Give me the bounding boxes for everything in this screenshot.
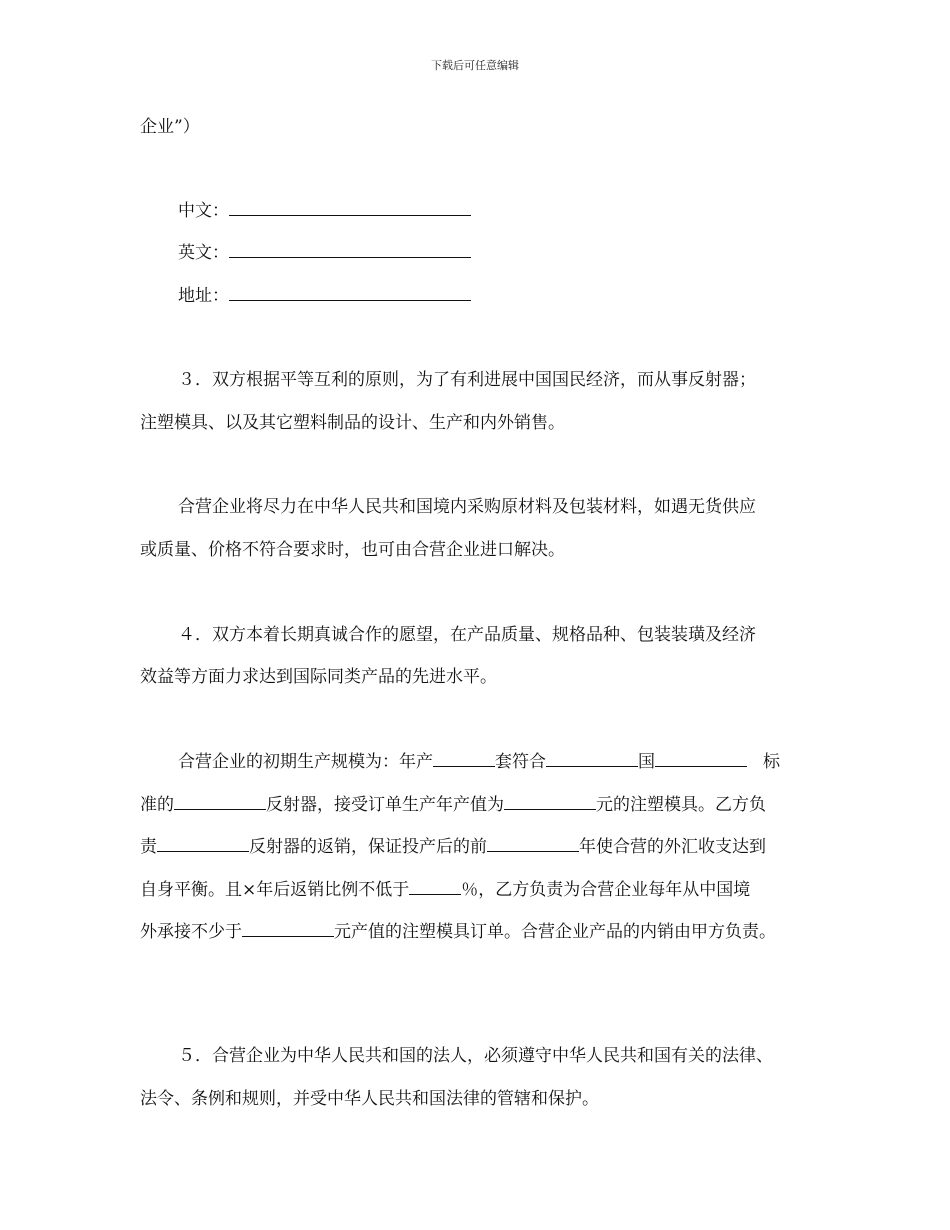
procurement-line-1: 合营企业将尽力在中华人民共和国境内采购原材料及包装材料，如遇无货供应 xyxy=(178,497,756,517)
continuation-text: 企业”） xyxy=(140,117,200,137)
country-blank[interactable] xyxy=(546,750,638,767)
scale-line-3 xyxy=(140,835,766,858)
mold-order-value-blank[interactable] xyxy=(242,920,334,937)
english-name-label: 英文： xyxy=(178,243,229,263)
scale-text: 反射器，接受订单生产年产值为 xyxy=(266,795,504,815)
reflector-standard-blank[interactable] xyxy=(174,793,266,810)
section-3-line-1: ３．双方根据平等互利的原则，为了有利进展中国国民经济，而从事反射器； xyxy=(178,370,756,390)
scale-text: 套符合 xyxy=(495,752,546,772)
address-field xyxy=(178,284,471,307)
scale-text: 准的 xyxy=(140,795,174,815)
scale-text: 责 xyxy=(140,837,157,857)
scale-text: 元的注塑模具。乙方负 xyxy=(596,795,766,815)
procurement-line-2: 或质量、价格不符合要求时，也可由合营企业进口解决。 xyxy=(140,540,565,560)
chinese-name-blank[interactable] xyxy=(229,199,471,216)
scale-text: 元产值的注塑模具订单。合营企业产品的内销由甲方负责。 xyxy=(334,922,776,942)
scale-text: 自身平衡。且×年后返销比例不低于 xyxy=(140,880,410,900)
order-value-blank[interactable] xyxy=(504,793,596,810)
section-4-line-1: ４．双方本着长期真诚合作的愿望，在产品质量、规格品种、包装装璜及经济 xyxy=(178,625,756,645)
section-3-line-2: 注塑模具、以及其它塑料制品的设计、生产和内外销售。 xyxy=(140,413,565,433)
standard-blank[interactable] xyxy=(655,750,747,767)
annual-output-blank[interactable] xyxy=(433,750,495,767)
scale-line-4 xyxy=(140,878,750,901)
scale-text: ％，乙方负责为合营企业每年从中国境 xyxy=(461,880,751,900)
address-label: 地址： xyxy=(178,286,229,306)
page-header: 下载后可任意编辑 xyxy=(431,59,519,72)
scale-text: 年使合营的外汇收支达到 xyxy=(579,837,766,857)
english-name-field xyxy=(178,241,471,264)
chinese-name-field xyxy=(178,199,471,222)
scale-text: 标 xyxy=(763,752,780,772)
percentage-blank[interactable] xyxy=(409,878,461,895)
scale-line-1 xyxy=(178,750,780,773)
section-4-line-2: 效益等方面力求达到国际同类产品的先进水平。 xyxy=(140,667,497,687)
years-blank[interactable] xyxy=(487,835,579,852)
scale-text: 外承接不少于 xyxy=(140,922,242,942)
scale-text: 合营企业的初期生产规模为：年产 xyxy=(178,752,433,772)
scale-text: 国 xyxy=(638,752,655,772)
buyback-blank[interactable] xyxy=(157,835,249,852)
scale-line-5 xyxy=(140,920,776,943)
scale-text: 反射器的返销，保证投产后的前 xyxy=(249,837,487,857)
english-name-blank[interactable] xyxy=(229,241,471,258)
address-blank[interactable] xyxy=(229,284,471,301)
scale-line-2 xyxy=(140,793,766,816)
section-5-line-2: 法令、条例和规则，并受中华人民共和国法律的管辖和保护。 xyxy=(140,1089,599,1109)
chinese-name-label: 中文： xyxy=(178,201,229,221)
section-5-line-1: ５．合营企业为中华人民共和国的法人，必须遵守中华人民共和国有关的法律、 xyxy=(178,1046,773,1066)
